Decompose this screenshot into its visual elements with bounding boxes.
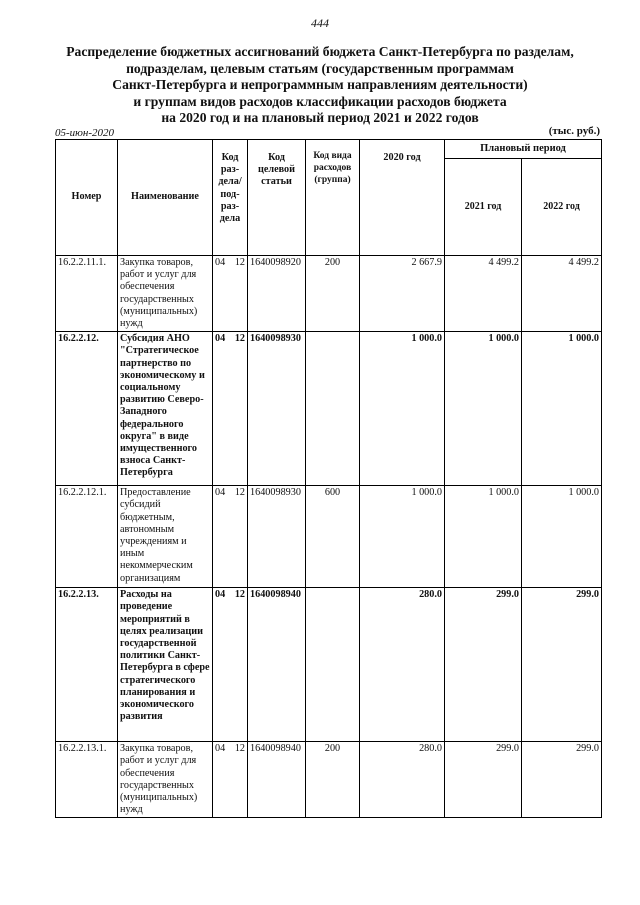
row-2020: 2 667.9 [360,256,445,332]
row-number: 16.2.2.12. [56,332,118,486]
row-expense: 600 [306,486,360,588]
row-2022: 1 000.0 [522,486,602,588]
table-row [56,588,602,742]
row-number: 16.2.2.11.1. [56,256,118,332]
header-planned-period: Плановый период [445,140,602,159]
header-section-code: Код раз-дела/ под-раз-дела [213,140,248,256]
header-2021: 2021 год [445,159,522,256]
row-2021: 1 000.0 [445,332,522,486]
row-2021: 299.0 [445,742,522,818]
row-number: 16.2.2.12.1. [56,486,118,588]
row-2020: 1 000.0 [360,332,445,486]
row-section: 04 [213,256,228,332]
row-target: 1640098930 [248,332,306,486]
row-2021: 299.0 [445,588,522,742]
row-section: 04 [213,332,228,486]
row-subsection: 12 [228,486,248,588]
table-row [56,332,602,486]
row-2022: 299.0 [522,742,602,818]
row-name: Закупка товаров, работ и услуг для обеспечения государственных (муниципальных) нужд [118,742,213,818]
row-section: 04 [213,588,228,742]
row-2022: 299.0 [522,588,602,742]
row-subsection: 12 [228,256,248,332]
row-2021: 4 499.2 [445,256,522,332]
row-target: 1640098920 [248,256,306,332]
row-expense [306,588,360,742]
row-target: 1640098940 [248,742,306,818]
row-expense: 200 [306,256,360,332]
row-number: 16.2.2.13.1. [56,742,118,818]
header-name: Наименование [118,140,213,256]
title-line: подразделам, целевым статьям (государственным программам [126,60,514,76]
row-subsection: 12 [228,332,248,486]
row-target: 1640098940 [248,588,306,742]
row-target: 1640098930 [248,486,306,588]
row-name: Расходы на проведение мероприятий в целях реализации государственной политики Санкт-Петербурга в сфере стратегического планирования и экономического развития [118,588,213,742]
table-row [56,742,602,818]
table-row [56,486,602,588]
document-date: 05-июн-2020 [55,127,115,139]
row-name: Закупка товаров, работ и услуг для обеспечения государственных (муниципальных) нужд [118,256,213,332]
row-subsection: 12 [228,588,248,742]
title-line: Распределение бюджетных ассигнований бюджета Санкт-Петербурга по разделам, [66,44,574,59]
header-target-code: Код целевой статьи [248,140,306,256]
title-line: на 2020 год и на плановый период 2021 и 2022 годов [161,110,479,125]
header-expense-code: Код вида расходов (группа) [306,140,360,256]
header-2022: 2022 год [522,159,602,256]
row-expense [306,332,360,486]
budget-table [55,139,602,818]
header-2020: 2020 год [360,140,445,256]
row-number: 16.2.2.13. [56,588,118,742]
title-line: Санкт-Петербурга и непрограммным направлениям деятельности) [112,77,528,92]
title-line: и группам видов расходов классификации расходов бюджета [133,93,507,109]
units-label: (тыс. руб.) [548,125,600,137]
row-2020: 1 000.0 [360,486,445,588]
page-number: 444 [311,16,329,30]
row-section: 04 [213,486,228,588]
table-row [56,256,602,332]
row-expense: 200 [306,742,360,818]
header-number: Номер [56,140,118,256]
row-2022: 4 499.2 [522,256,602,332]
row-subsection: 12 [228,742,248,818]
row-section: 04 [213,742,228,818]
row-name: Предоставление субсидий бюджетным, автономным учреждениям и иным некоммерческим организациям [118,486,213,588]
row-name: Субсидия АНО "Стратегическое партнерство по экономическому и социальному развитию Северо-Западного федерального округа" в виде имущественного взноса Санкт-Петербурга [118,332,213,486]
row-2022: 1 000.0 [522,332,602,486]
row-2020: 280.0 [360,588,445,742]
document-title [40,44,600,127]
row-2021: 1 000.0 [445,486,522,588]
row-2020: 280.0 [360,742,445,818]
